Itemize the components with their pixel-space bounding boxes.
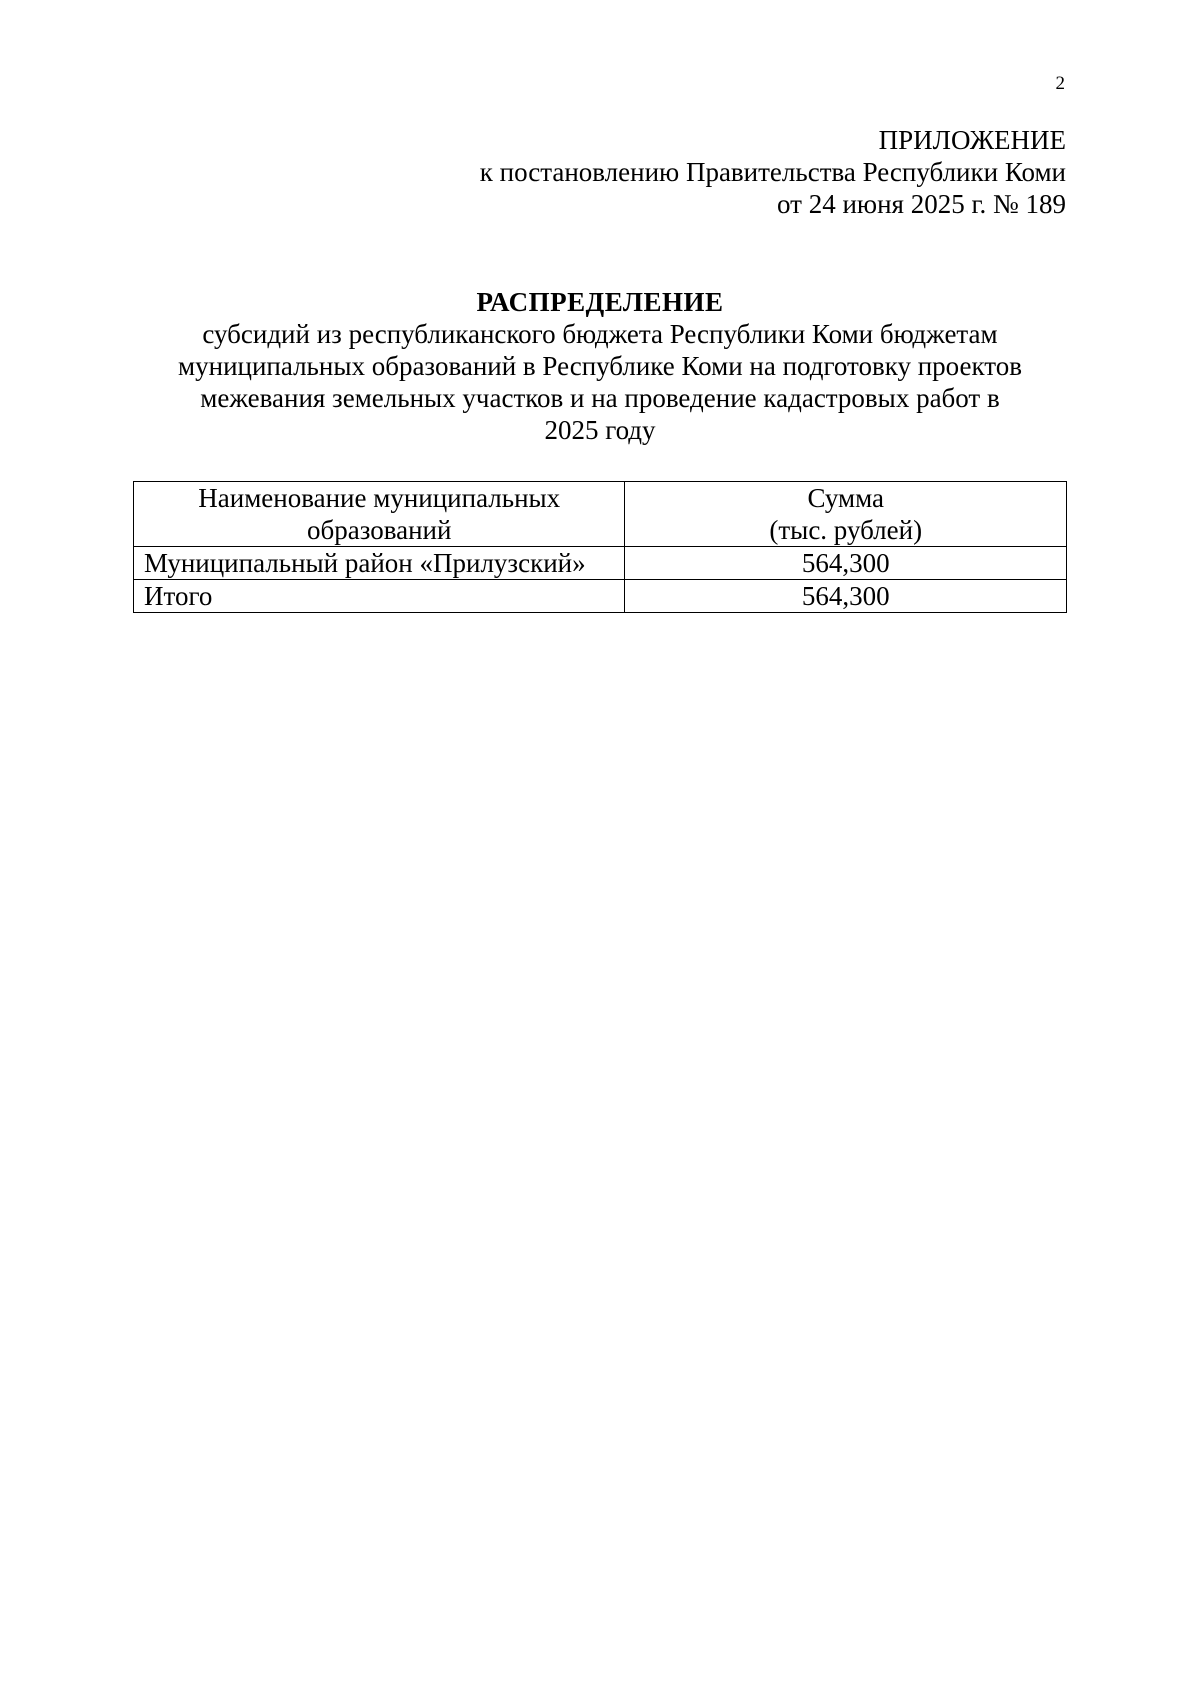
appendix-date-number: от 24 июня 2025 г. № 189 bbox=[777, 189, 1066, 219]
total-label: Итого bbox=[134, 580, 625, 613]
row-sum: 564,300 bbox=[625, 547, 1067, 580]
total-sum: 564,300 bbox=[625, 580, 1067, 613]
page-number: 2 bbox=[1055, 73, 1065, 94]
document-heading bbox=[0, 286, 1200, 446]
appendix-title: ПРИЛОЖЕНИЕ bbox=[878, 125, 1066, 155]
document-title: РАСПРЕДЕЛЕНИЕ bbox=[476, 287, 724, 317]
row-municipality-name: Муниципальный район «Прилузский» bbox=[134, 547, 625, 580]
document-subtitle bbox=[0, 318, 1200, 446]
subtitle-line: межевания земельных участков и на проведение кадастровых работ в bbox=[200, 383, 1000, 413]
subtitle-line: 2025 году bbox=[544, 415, 656, 445]
table-header-row bbox=[134, 482, 1067, 547]
appendix-resolution-ref: к постановлению Правительства Республики Коми bbox=[479, 157, 1066, 187]
distribution-table bbox=[133, 481, 1067, 613]
subtitle-line: субсидий из республиканского бюджета Республики Коми бюджетам bbox=[202, 319, 998, 349]
table-total-row bbox=[134, 580, 1067, 613]
header-municipality-name: Наименование муниципальных образований bbox=[134, 482, 625, 547]
table-row bbox=[134, 547, 1067, 580]
header-sum: Сумма (тыс. рублей) bbox=[625, 482, 1067, 547]
appendix-block bbox=[266, 124, 1066, 220]
subtitle-line: муниципальных образований в Республике Коми на подготовку проектов bbox=[178, 351, 1022, 381]
